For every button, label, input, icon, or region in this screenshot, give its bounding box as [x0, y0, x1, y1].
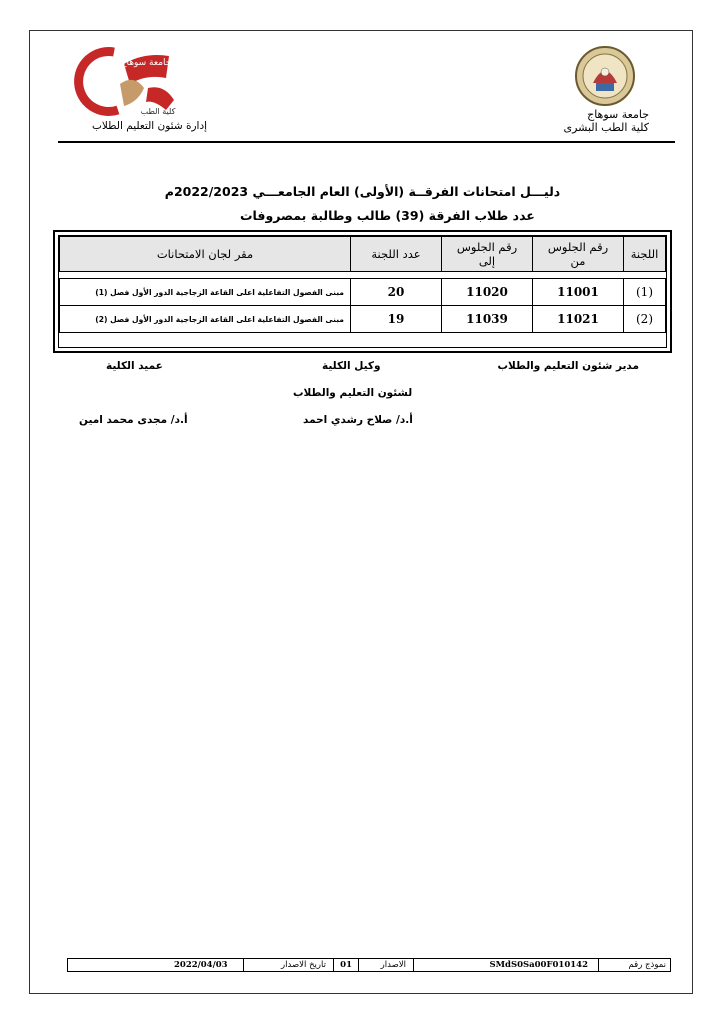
exam-committees-table	[53, 230, 672, 353]
cell-count: 19	[351, 306, 442, 333]
form-number-value: SMdS0Sa00F010142	[489, 960, 588, 970]
footer-divider	[333, 959, 334, 971]
issue-date-value: 2022/04/03	[174, 960, 228, 970]
signature-dean-title: عميد الكلية	[106, 360, 163, 372]
exam-table-inner-frame	[58, 235, 667, 348]
footer-divider	[243, 959, 244, 971]
university-name: جامعة سوهاج	[587, 108, 649, 121]
document-title: دليـــل امتحانات الفرقــة (الأولى) العام الجامعـــي 2022/2023م	[164, 184, 561, 199]
issue-label: الاصدار	[380, 960, 406, 970]
logo-text-top: جامعة سوهاج	[120, 58, 172, 68]
table-header-row	[60, 237, 666, 272]
cell-seat-to: 11020	[442, 279, 533, 306]
signature-vice-dean-name: أ.د/ صلاح رشدي احمد	[303, 414, 413, 426]
signature-vice-dean-title: وكيل الكلية	[322, 360, 381, 372]
department-name: إدارة شئون التعليم الطلاب	[92, 120, 208, 132]
issue-value: 01	[340, 960, 352, 970]
header-count: عدد اللجنة	[351, 237, 442, 272]
form-info-footer	[67, 958, 671, 972]
cell-seat-to: 11039	[442, 306, 533, 333]
faculty-name: كلية الطب البشرى	[563, 121, 649, 134]
university-header	[563, 108, 649, 134]
footer-divider	[358, 959, 359, 971]
cell-seat-from: 11021	[533, 306, 624, 333]
form-number-label: نموذج رقم	[628, 960, 666, 970]
cell-committee: (2)	[624, 306, 666, 333]
cell-count: 20	[351, 279, 442, 306]
header-divider	[58, 141, 675, 143]
header-committee: اللجنة	[624, 237, 666, 272]
document-subtitle: عدد طلاب الفرقة (39) طالب وطالبة بمصروفات	[240, 208, 535, 223]
issue-date-label: تاريخ الاصدار	[281, 960, 326, 970]
header-location: مقر لجان الامتحانات	[60, 237, 351, 272]
cell-committee: (1)	[624, 279, 666, 306]
cell-location: مبنى الفصول التفاعلية اعلى القاعة الزجاجية الدور الأول فصل (2)	[60, 306, 351, 333]
footer-divider	[413, 959, 414, 971]
faculty-of-medicine-logo	[74, 44, 182, 118]
header-seat-from: رقم الجلوس من	[533, 237, 624, 272]
table-row	[60, 306, 666, 333]
cell-seat-from: 11001	[533, 279, 624, 306]
signature-vice-dean-subtitle: لشئون التعليم والطلاب	[293, 387, 413, 399]
footer-divider	[598, 959, 599, 971]
committee-grid	[59, 236, 666, 333]
table-spacer-row	[60, 272, 666, 279]
signature-dean-name: أ.د/ مجدى محمد امين	[79, 414, 188, 426]
page-border	[29, 30, 693, 994]
table-row	[60, 279, 666, 306]
university-seal-logo	[574, 45, 636, 107]
spacer-cell	[60, 272, 666, 279]
header-seat-to: رقم الجلوس إلى	[442, 237, 533, 272]
cell-location: مبنى الفصول التفاعلية اعلى القاعة الزجاجية الدور الأول فصل (1)	[60, 279, 351, 306]
signature-director-title: مدير شئون التعليم والطلاب	[497, 360, 639, 372]
logo-text-bottom: كلية الطب	[140, 107, 176, 116]
